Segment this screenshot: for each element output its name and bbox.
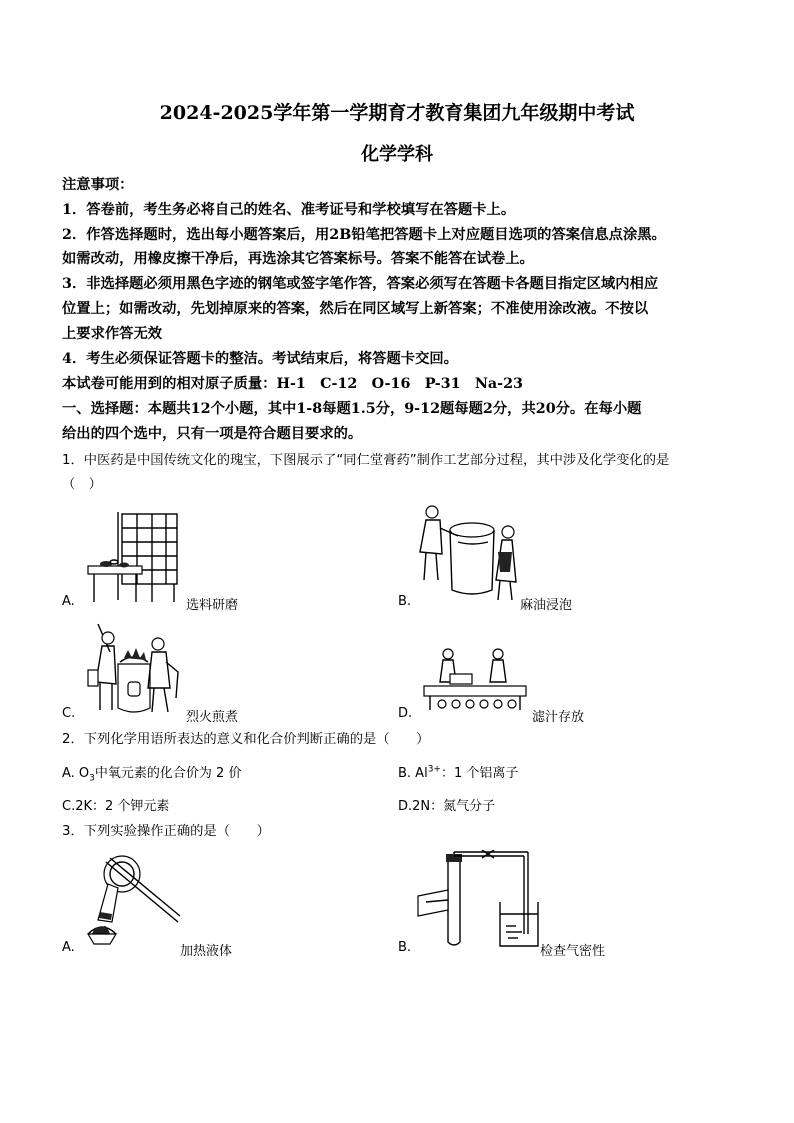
section1-line1: 一、选择题：本题共12个小题，其中1-8每题1.5分，9-12题每题2分，共20分。在每小题 <box>62 401 642 417</box>
note-3c: 上要求作答无效 <box>62 326 163 342</box>
q1-option-c-letter[interactable]: C. <box>62 706 76 721</box>
q2-b-superscript: 3+ <box>427 764 441 775</box>
q1-option-b-letter[interactable]: B. <box>398 594 412 609</box>
note-2a: 2．作答选择题时，选出每小题答案后，用2B铅笔把答题卡上对应题目选项的答案信息点涂黑。 <box>62 227 666 243</box>
q2-option-d[interactable]: D.2N：氮气分子 <box>398 799 496 814</box>
note-3a: 3．非选择题必须用黑色字迹的钢笔或签字笔作答，答案必须写在答题卡各题目指定区域内相应 <box>62 276 659 292</box>
note-4: 4．考生必须保证答题卡的整洁。考试结束后，将答题卡交回。 <box>62 351 458 367</box>
q3-option-a-letter[interactable]: A. <box>62 940 75 955</box>
q2-stem: 2．下列化学用语所表达的意义和化合价判断正确的是（ ） <box>62 732 430 747</box>
q2-b-prefix: B. Al <box>398 766 428 781</box>
note-2b: 如需改动，用橡皮擦干净后，再选涂其它答案标号。答案不能答在试卷上。 <box>62 251 534 267</box>
heating-liquid-icon <box>78 850 182 950</box>
q3-option-b-label: 检查气密性 <box>540 944 606 959</box>
subject-title: 化学学科 <box>361 144 433 165</box>
q2-option-a[interactable] <box>62 762 241 784</box>
q1-option-d-label: 滤汁存放 <box>532 710 585 725</box>
q1-blank: （ ） <box>62 477 102 492</box>
q1-option-b-label: 麻油浸泡 <box>520 598 573 613</box>
q2-option-c[interactable]: C.2K：2 个钾元素 <box>62 799 170 814</box>
q2-a-prefix: A. O <box>62 766 90 781</box>
filter-storage-icon <box>420 646 530 714</box>
q3-option-b-letter[interactable]: B. <box>398 940 412 955</box>
note-1: 1．答卷前，考生务必将自己的姓名、准考证号和学校填写在答题卡上。 <box>62 202 516 218</box>
q3-stem: 3．下列实验操作正确的是（ ） <box>62 824 270 839</box>
section1-line2: 给出的四个选中，只有一项是符合题目要求的。 <box>62 426 363 442</box>
fire-boiling-icon <box>84 622 184 718</box>
note-3b: 位置上；如需改动，先划掉原来的答案，然后在同区域写上新答案；不准使用涂改液。不按以 <box>62 301 649 317</box>
q2-option-b[interactable] <box>398 762 518 781</box>
exam-title: 2024-2025学年第一学期育才教育集团九年级期中考试 <box>159 102 635 124</box>
q1-option-a-label: 选料研磨 <box>186 598 239 613</box>
atomic-masses: 本试卷可能用到的相对原子质量：H-1 C-12 O-16 P-31 Na-23 <box>62 376 524 392</box>
oil-soaking-icon <box>412 502 522 604</box>
q1-option-d-letter[interactable]: D. <box>398 706 413 721</box>
q2-a-text: 中氧元素的化合价为 2 价 <box>94 766 242 781</box>
q2-b-text: ：1 个铝离子 <box>440 766 519 781</box>
q3-option-a-label: 加热液体 <box>180 944 233 959</box>
notes-heading: 注意事项： <box>62 177 134 193</box>
shelf-grinding-icon <box>82 510 182 606</box>
q1-option-c-label: 烈火煎煮 <box>186 710 239 725</box>
q1-stem: 1．中医药是中国传统文化的瑰宝，下图展示了“同仁堂膏药”制作工艺部分过程，其中涉及化学变化的是 <box>62 453 670 468</box>
q1-option-a-letter[interactable]: A. <box>62 594 75 609</box>
q2-a-subscript: 3 <box>89 773 95 784</box>
airtightness-check-icon <box>412 850 544 950</box>
